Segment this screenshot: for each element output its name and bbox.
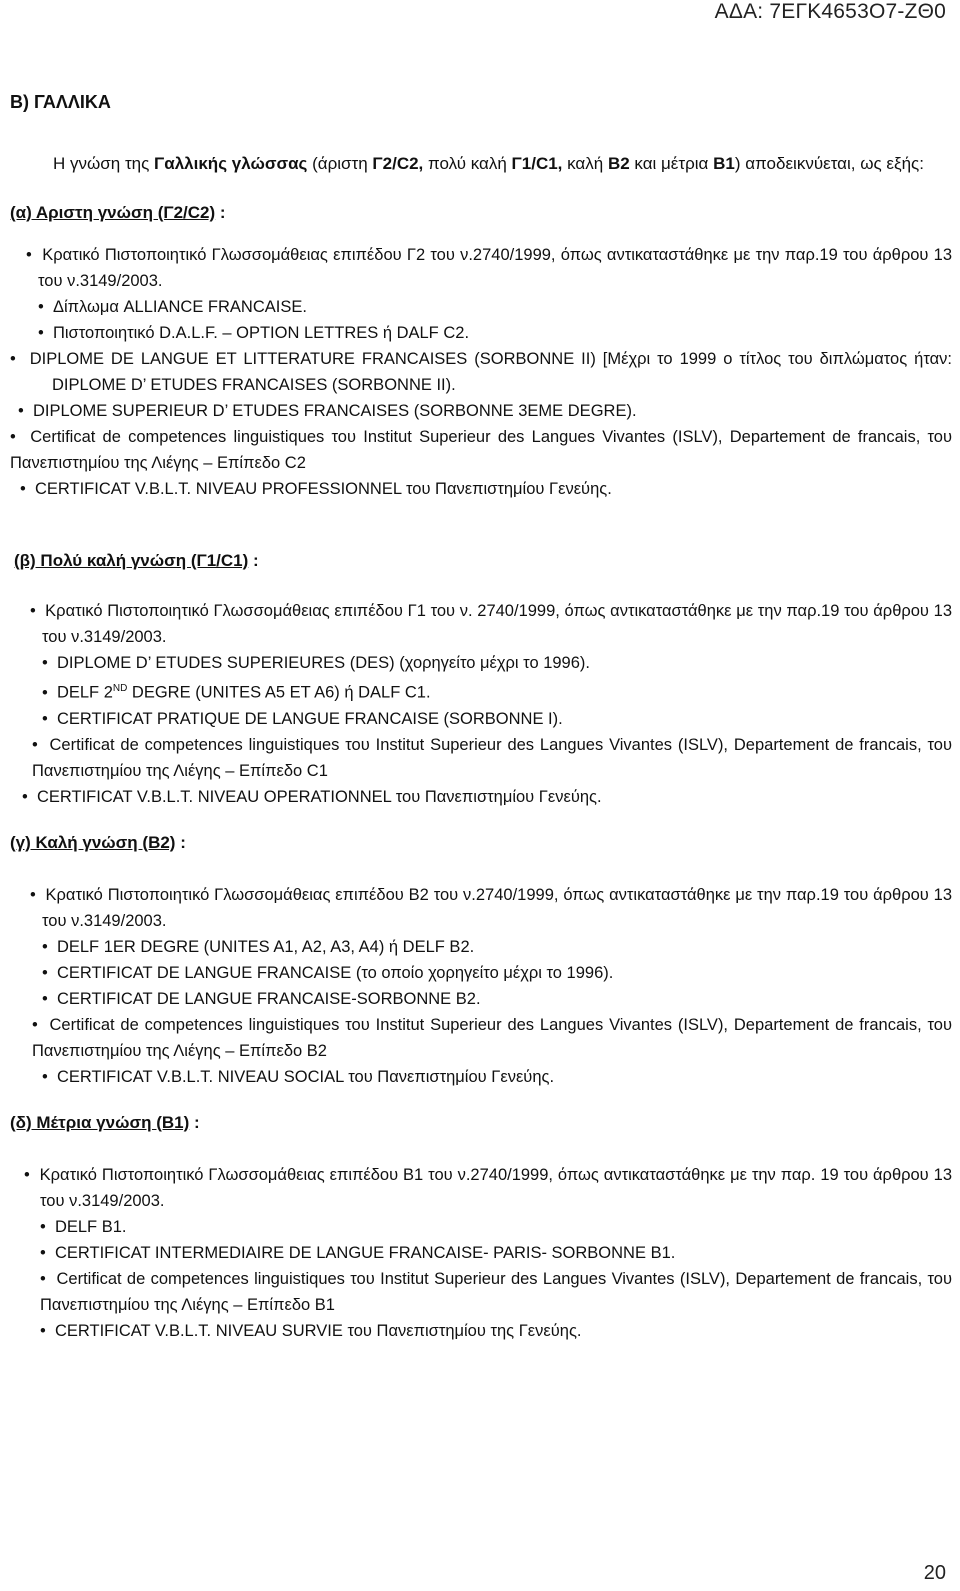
- list-item: • CERTIFICAT V.B.L.T. NIVEAU SOCIAL του Πανεπιστημίου Γενεύης.: [10, 1064, 952, 1090]
- list-item: • CERTIFICAT PRATIQUE DE LANGUE FRANCAISE (SORBONNE I).: [10, 706, 952, 732]
- list-item: • DIPLOME D’ ETUDES SUPERIEURES (DES) (χορηγείτο μέχρι το 1996).: [10, 650, 952, 676]
- list-item: • DELF B1.: [10, 1214, 952, 1240]
- list-item: • CERTIFICAT V.B.L.T. NIVEAU SURVIE του Πανεπιστημίου της Γενεύης.: [10, 1318, 952, 1344]
- list-item: • DIPLOME DE LANGUE ET LITTERATURE FRANCAISES (SORBONNE II) [Μέχρι το 1999 ο τίτλος του διπλώματος ήταν: DIPLOME D’ ETUDES FRANCAISES (SORBONNE II).: [10, 346, 952, 398]
- list-item: • Πιστοποιητικό D.A.L.F. – OPTION LETTRES ή DALF C2.: [10, 320, 952, 346]
- ada-code: ΑΔΑ: 7ΕΓΚ4653Ο7-ΖΘ0: [714, 0, 946, 23]
- intro-paragraph: Η γνώση της Γαλλικής γλώσσας (άριστη Γ2/C2, πολύ καλή Γ1/C1, καλή Β2 και μέτρια Β1) αποδεικνύεται, ως εξής:: [53, 154, 924, 173]
- list-item: • Κρατικό Πιστοποιητικό Γλωσσομάθειας επιπέδου Γ1 του ν. 2740/1999, όπως αντικαταστάθηκε με την παρ.19 του άρθρου 13 του ν.3149/2003.: [10, 598, 952, 650]
- list-item: • Κρατικό Πιστοποιητικό Γλωσσομάθειας επιπέδου Β1 του ν.2740/1999, όπως αντικαταστάθηκε με την παρ. 19 του άρθρου 13 του ν.3149/2003.: [10, 1162, 952, 1214]
- list-item: • Certificat de competences linguistiques του Institut Superieur des Langues Vivantes (ISLV), Departement de francais, του Πανεπιστημίου της Λιέγης – Επίπεδο C1: [10, 732, 952, 784]
- list-good: [10, 882, 952, 1090]
- list-item: • Κρατικό Πιστοποιητικό Γλωσσομάθειας επιπέδου Γ2 του ν.2740/1999, όπως αντικαταστάθηκε με την παρ.19 του άρθρου 13 του ν.3149/2003.: [10, 242, 952, 294]
- list-item: • DELF 1ER DEGRE (UNITES A1, A2, A3, A4) ή DELF B2.: [10, 934, 952, 960]
- heading-good: (γ) Καλή γνώση (Β2) :: [10, 832, 186, 852]
- document-body: [10, 92, 952, 1344]
- heading-excellent: (α) Αριστη γνώση (Γ2/C2) :: [10, 203, 226, 222]
- list-item: • Κρατικό Πιστοποιητικό Γλωσσομάθειας επιπέδου Β2 του ν.2740/1999, όπως αντικαταστάθηκε με την παρ.19 του άρθρου 13 του ν.3149/2003.: [10, 882, 952, 934]
- list-moderate: [10, 1162, 952, 1344]
- section-title: Β) ΓΑΛΛΙΚΑ: [10, 92, 111, 112]
- list-item: • Δίπλωμα ALLIANCE FRANCAISE.: [10, 294, 952, 320]
- list-item: • Certificat de competences linguistiques του Institut Superieur des Langues Vivantes (ISLV), Departement de francais, του Πανεπιστημίου της Λιέγης – Επίπεδο C2: [10, 424, 952, 476]
- list-item: • Certificat de competences linguistiques του Institut Superieur des Langues Vivantes (ISLV), Departement de francais, του Πανεπιστημίου της Λιέγης – Επίπεδο B1: [10, 1266, 952, 1318]
- list-item: • CERTIFICAT INTERMEDIAIRE DE LANGUE FRANCAISE- PARIS- SORBONNE B1.: [10, 1240, 952, 1266]
- list-item: • CERTIFICAT DE LANGUE FRANCAISE-SORBONNE B2.: [10, 986, 952, 1012]
- heading-very-good: (β) Πολύ καλή γνώση (Γ1/C1) :: [14, 551, 259, 570]
- list-item: • CERTIFICAT V.B.L.T. NIVEAU PROFESSIONNEL του Πανεπιστημίου Γενεύης.: [10, 476, 952, 502]
- list-item: • CERTIFICAT DE LANGUE FRANCAISE (το οποίο χορηγείτο μέχρι το 1996).: [10, 960, 952, 986]
- list-excellent: [10, 242, 952, 502]
- heading-moderate: (δ) Μέτρια γνώση (Β1) :: [10, 1112, 200, 1132]
- page-number: 20: [923, 1562, 946, 1584]
- list-item: • CERTIFICAT V.B.L.T. NIVEAU OPERATIONNEL του Πανεπιστημίου Γενεύης.: [10, 784, 952, 810]
- list-item: • DELF 2ND DEGRE (UNITES A5 ET A6) ή DALF C1.: [10, 676, 952, 706]
- list-item: • Certificat de competences linguistiques του Institut Superieur des Langues Vivantes (ISLV), Departement de francais, του Πανεπιστημίου της Λιέγης – Επίπεδο B2: [10, 1012, 952, 1064]
- list-very-good: [10, 598, 952, 810]
- list-item: • DIPLOME SUPERIEUR D’ ETUDES FRANCAISES (SORBONNE 3EME DEGRE).: [10, 398, 952, 424]
